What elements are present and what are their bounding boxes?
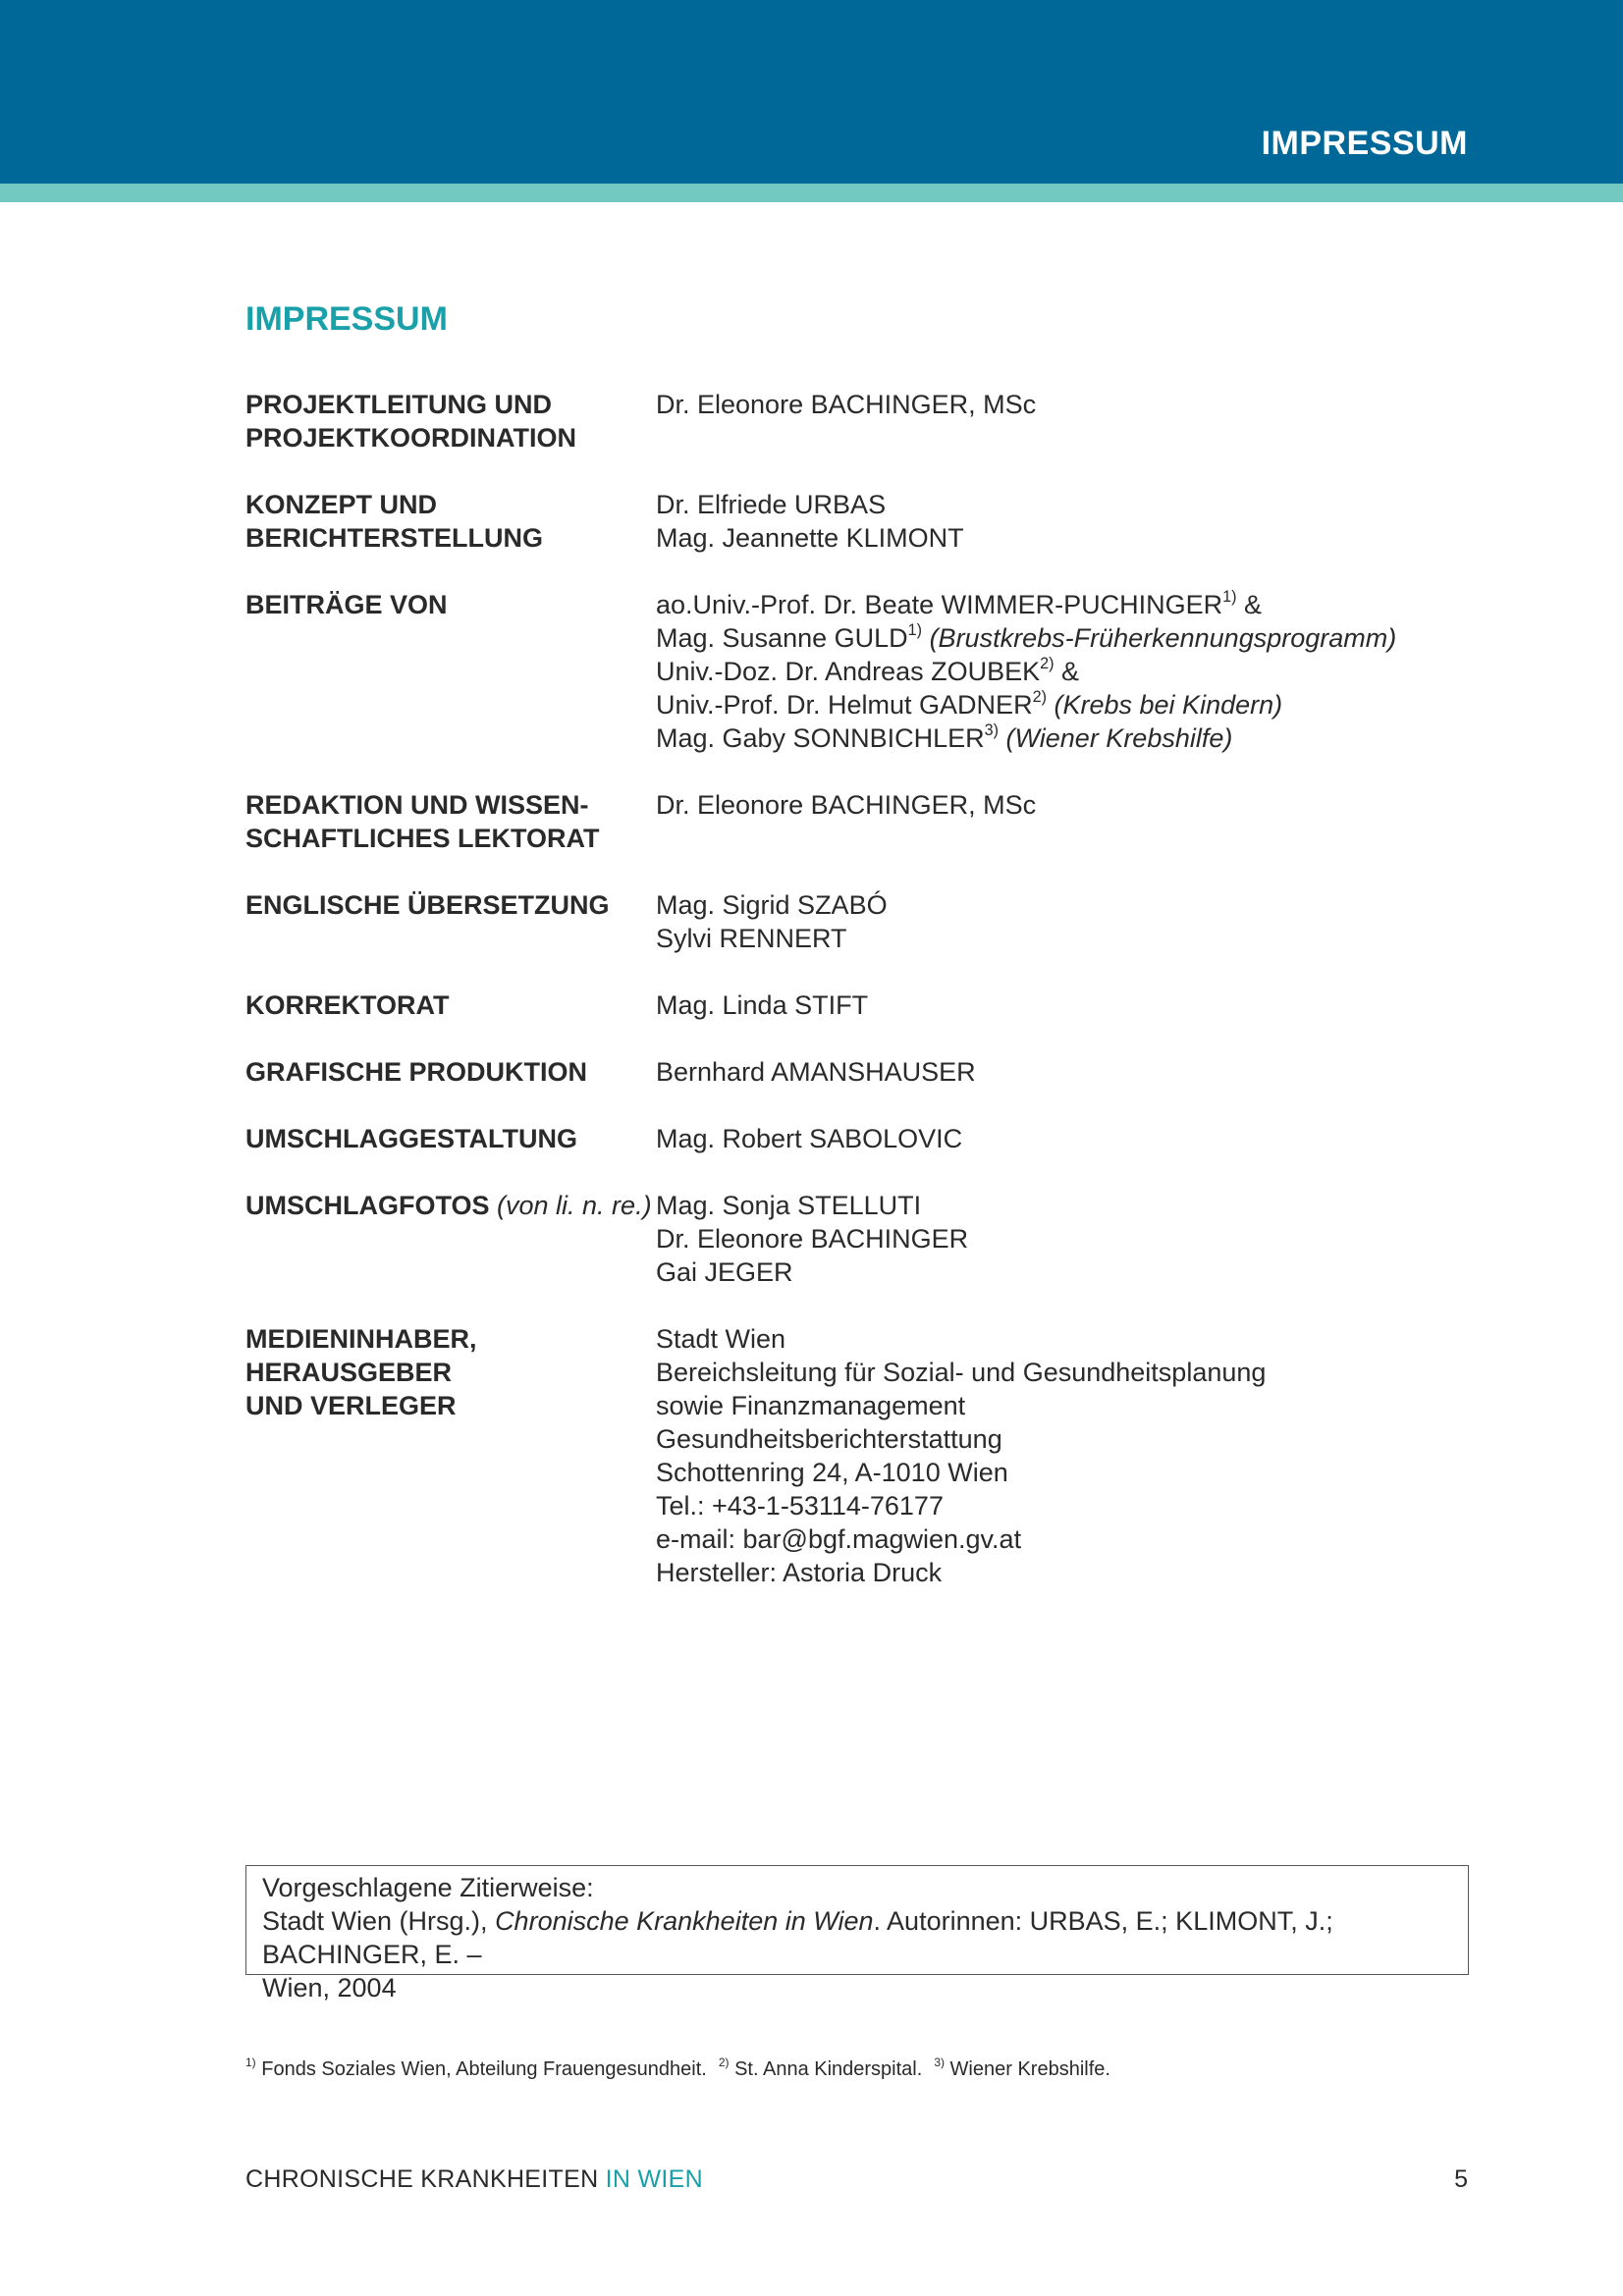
citation-box xyxy=(245,1865,1469,2002)
entry-value-text: Schottenring 24, A-1010 Wien xyxy=(656,1458,1008,1487)
entry-values xyxy=(656,988,1473,1022)
entry-value-text: Hersteller: Astoria Druck xyxy=(656,1558,943,1587)
entry-value-text: Stadt Wien xyxy=(656,1324,786,1354)
entry-label-line: MEDIENINHABER, HERAUSGEBER xyxy=(245,1324,477,1387)
entry-value-text: Mag. Linda STIFT xyxy=(656,990,869,1020)
entry-label xyxy=(245,1322,656,1589)
entry-value-line xyxy=(656,1522,1473,1556)
footnote-marker: 2) xyxy=(1032,688,1047,707)
entry-value-text: Univ.-Prof. Dr. Helmut GADNER xyxy=(656,690,1033,720)
entry-label xyxy=(245,988,656,1022)
entry-value-text: & xyxy=(1054,657,1080,686)
impressum-entry xyxy=(245,1122,1473,1155)
section-title: IMPRESSUM xyxy=(245,300,448,338)
entry-values xyxy=(656,588,1473,755)
entry-value-line xyxy=(656,1389,1473,1422)
entry-values xyxy=(656,888,1473,955)
entry-value-text: Dr. Elfriede URBAS xyxy=(656,490,887,519)
footnote-text: Wiener Krebshilfe. xyxy=(944,2058,1110,2080)
entry-values xyxy=(656,1055,1473,1089)
entry-label-line: KONZEPT UND xyxy=(245,490,437,519)
entry-value-text: Dr. Eleonore BACHINGER, MSc xyxy=(656,790,1037,820)
entry-value-line xyxy=(656,1255,1473,1289)
impressum-entry xyxy=(245,588,1473,755)
impressum-entry xyxy=(245,788,1473,855)
entry-values xyxy=(656,488,1473,555)
impressum-entry xyxy=(245,488,1473,555)
entry-value-text: Mag. Robert SABOLOVIC xyxy=(656,1124,963,1153)
entry-value-line xyxy=(656,788,1473,822)
entry-label-line: ENGLISCHE ÜBERSETZUNG xyxy=(245,890,610,920)
entry-label-line: PROJEKTLEITUNG UND xyxy=(245,390,553,419)
entry-value-line xyxy=(656,1422,1473,1456)
impressum-entries xyxy=(245,388,1473,1623)
entry-value-text: Gesundheitsberichterstattung xyxy=(656,1424,1002,1454)
footnote xyxy=(719,2058,922,2080)
entry-value-line xyxy=(656,621,1473,655)
footnote-text: Fonds Soziales Wien, Abteilung Frauengesundheit. xyxy=(255,2058,707,2080)
footer-series-accent: IN WIEN xyxy=(605,2165,703,2193)
entry-label-line: SCHAFTLICHES LEKTORAT xyxy=(245,824,600,853)
entry-value-text: Bereichsleitung für Sozial- und Gesundheitsplanung xyxy=(656,1358,1267,1387)
entry-label-line: REDAKTION UND WISSEN- xyxy=(245,790,589,820)
citation-place: Wien, 2004 xyxy=(262,1973,397,2002)
header-title: IMPRESSUM xyxy=(1261,125,1468,162)
footnote xyxy=(934,2058,1110,2080)
entry-value-line xyxy=(656,1322,1473,1356)
entry-value-line xyxy=(656,721,1473,755)
footnote-marker: 1) xyxy=(245,2056,256,2070)
footer-series-text: CHRONISCHE KRANKHEITEN xyxy=(245,2165,606,2193)
entry-value-text: Sylvi RENNERT xyxy=(656,924,847,953)
impressum-entry xyxy=(245,988,1473,1022)
entry-label xyxy=(245,388,656,454)
citation-text xyxy=(262,1904,1452,1971)
entry-value-text: Mag. Jeannette KLIMONT xyxy=(656,523,964,553)
footnote-marker: 3) xyxy=(984,721,1000,740)
entry-value-line xyxy=(656,1122,1473,1155)
entry-value-line xyxy=(656,1222,1473,1255)
citation-intro: Vorgeschlagene Zitierweise: xyxy=(262,1873,594,1902)
entry-value-text: Dr. Eleonore BACHINGER xyxy=(656,1224,969,1254)
footer-series xyxy=(245,2163,703,2195)
entry-value-text xyxy=(999,723,1006,753)
footnote-marker: 1) xyxy=(907,621,923,640)
entry-label xyxy=(245,1122,656,1155)
footnote-marker: 2) xyxy=(1040,655,1055,673)
entry-label-note: (von li. n. re.) xyxy=(497,1191,652,1220)
entry-value-line xyxy=(656,388,1473,421)
impressum-entry xyxy=(245,888,1473,955)
entry-value-note: (Krebs bei Kindern) xyxy=(1054,690,1283,720)
impressum-entry xyxy=(245,1055,1473,1089)
entry-value-line xyxy=(656,588,1473,621)
footnote-marker: 1) xyxy=(1222,588,1237,607)
entry-value-line xyxy=(656,1489,1473,1522)
entry-label-line: PROJEKTKOORDINATION xyxy=(245,423,577,453)
entry-value-line xyxy=(656,1356,1473,1389)
entry-value-text xyxy=(922,623,930,653)
entry-label-line: BEITRÄGE VON xyxy=(245,590,448,619)
entry-label-line: UMSCHLAGGESTALTUNG xyxy=(245,1124,577,1153)
entry-value-line xyxy=(656,922,1473,955)
entry-value-text: e-mail: bar@bgf.magwien.gv.at xyxy=(656,1524,1022,1554)
entry-value-text: Bernhard AMANSHAUSER xyxy=(656,1057,976,1087)
entry-label-line: GRAFISCHE PRODUKTION xyxy=(245,1057,588,1087)
citation-prefix: Stadt Wien (Hrsg.), xyxy=(262,1906,496,1936)
entry-values xyxy=(656,1189,1473,1289)
header-stripe xyxy=(0,184,1623,202)
citation-title: Chronische Krankheiten in Wien xyxy=(495,1906,874,1936)
entry-values xyxy=(656,1322,1473,1589)
entry-label xyxy=(245,888,656,955)
entry-label xyxy=(245,1189,656,1289)
entry-value-line xyxy=(656,988,1473,1022)
entry-value-text: Tel.: +43-1-53114-76177 xyxy=(656,1491,944,1521)
impressum-entry xyxy=(245,388,1473,454)
entry-values xyxy=(656,1122,1473,1155)
entry-values xyxy=(656,788,1473,855)
footnote-marker: 3) xyxy=(934,2056,945,2070)
entry-label-line: UMSCHLAGFOTOS xyxy=(245,1191,490,1220)
citation-authors: . Autorinnen: URBAS, E.; KLIMONT, J.; BACHINGER, E. – xyxy=(262,1906,1333,1969)
entry-label xyxy=(245,788,656,855)
entry-value-text: Mag. Susanne GULD xyxy=(656,623,908,653)
impressum-entry xyxy=(245,1322,1473,1589)
page-number: 5 xyxy=(1454,2165,1468,2193)
entry-value-text: ao.Univ.-Prof. Dr. Beate WIMMER-PUCHINGER xyxy=(656,590,1223,619)
entry-value-text xyxy=(1047,690,1055,720)
entry-value-text: Dr. Eleonore BACHINGER, MSc xyxy=(656,390,1037,419)
entry-value-text: Mag. Sigrid SZABÓ xyxy=(656,890,888,920)
footnote xyxy=(245,2058,707,2080)
entry-value-text: Mag. Sonja STELLUTI xyxy=(656,1191,922,1220)
entry-label-line: BERICHTERSTELLUNG xyxy=(245,523,543,553)
entry-value-line xyxy=(656,655,1473,688)
entry-value-line xyxy=(656,1556,1473,1589)
footnote-marker: 2) xyxy=(718,2056,730,2070)
entry-value-text: Univ.-Doz. Dr. Andreas ZOUBEK xyxy=(656,657,1041,686)
entry-values xyxy=(656,388,1473,454)
entry-value-text: sowie Finanzmanagement xyxy=(656,1391,966,1420)
entry-label xyxy=(245,588,656,755)
entry-label xyxy=(245,1055,656,1089)
entry-value-line xyxy=(656,1189,1473,1222)
entry-label-line: KORREKTORAT xyxy=(245,990,450,1020)
entry-value-text: & xyxy=(1236,590,1263,619)
footnote-text: St. Anna Kinderspital. xyxy=(729,2058,923,2080)
entry-value-line xyxy=(656,488,1473,521)
entry-value-line xyxy=(656,688,1473,721)
impressum-entry xyxy=(245,1189,1473,1289)
entry-value-line xyxy=(656,521,1473,555)
entry-value-note: (Wiener Krebshilfe) xyxy=(1005,723,1233,753)
entry-label-line: UND VERLEGER xyxy=(245,1391,457,1420)
entry-label xyxy=(245,488,656,555)
entry-value-line xyxy=(656,888,1473,922)
entry-value-text: Mag. Gaby SONNBICHLER xyxy=(656,723,985,753)
entry-value-line xyxy=(656,1055,1473,1089)
entry-value-line xyxy=(656,1456,1473,1489)
entry-value-text: Gai JEGER xyxy=(656,1257,793,1287)
entry-value-note: (Brustkrebs-Früherkennungsprogramm) xyxy=(929,623,1397,653)
footnotes xyxy=(245,2056,1122,2083)
